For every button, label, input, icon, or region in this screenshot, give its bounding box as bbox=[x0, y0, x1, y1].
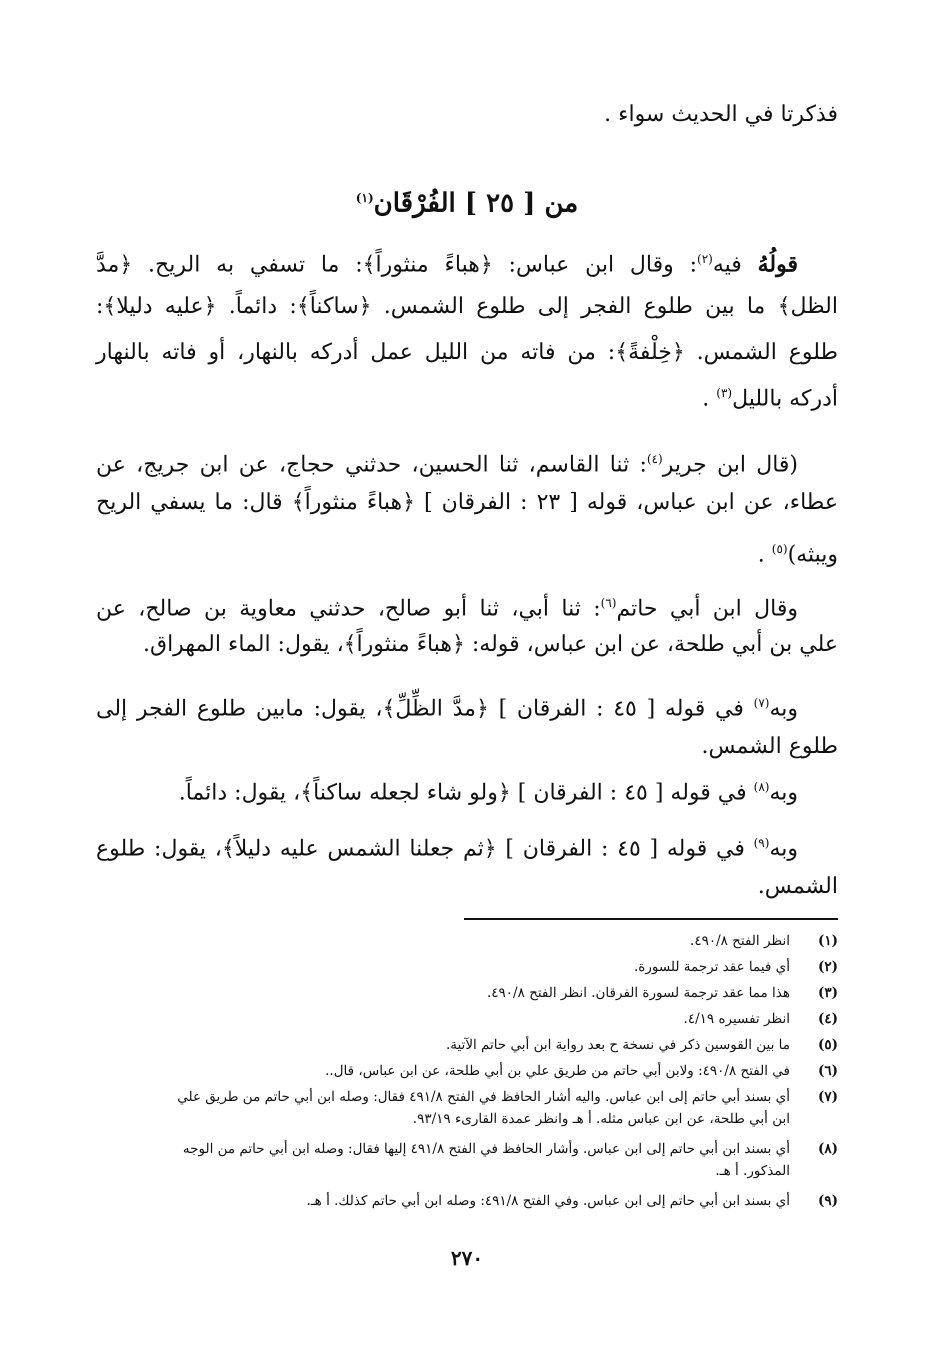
paragraph-line bbox=[96, 772, 838, 808]
footnote-text-continued: المذكور. أ هـ. bbox=[715, 1163, 790, 1179]
footnote-text: أي بسند ابن أبي حاتم إلى ابن عباس. وفي الفتح ٤٩١/٨: وصله ابن أبي حاتم كذلك. أ هـ. bbox=[306, 1193, 790, 1209]
footnote-item bbox=[96, 1190, 838, 1212]
paragraph-line bbox=[96, 828, 838, 864]
text-span: وبه bbox=[769, 696, 798, 722]
paragraph-line: علي بن أبي طلحة، عن ابن عباس، قوله: ﴿هباءً منثوراً﴾، يقول: الماء المهراق. bbox=[143, 632, 838, 657]
paragraph-line bbox=[96, 444, 838, 480]
text-span: فيه bbox=[712, 252, 742, 278]
footnote-text: أي بسند ابن أبي حاتم إلى ابن عباس. وأشار الحافظ في الفتح ٤٩١/٨ إليها فقال: وصله ابن أبي حاتم من الوجه bbox=[182, 1141, 790, 1157]
footnote-text: انظر تفسيره ٤/١٩. bbox=[683, 1011, 790, 1027]
text-span: في قوله [ ٤٥ : الفرقان ] ﴿ولو شاء لجعله ساكناً﴾، يقول: دائماً. bbox=[178, 780, 754, 806]
text-span: : ثنا أبي، ثنا أبو صالح، حدثني معاوية بن صالح، عن bbox=[96, 596, 601, 622]
footnote-number: (٧) bbox=[817, 1089, 838, 1105]
footnote-text: أي فيما عقد ترجمة للسورة. bbox=[634, 959, 790, 975]
text-span: . bbox=[757, 542, 772, 568]
page-number: ٢٧٠ bbox=[450, 1246, 484, 1270]
text-span: في قوله [ ٤٥ : الفرقان ] ﴿ثم جعلنا الشمس عليه دليلاً﴾، يقول: طلوع bbox=[96, 836, 754, 862]
surah-heading bbox=[96, 180, 838, 222]
footnote-text: في الفتح ٤٩٠/٨: ولابن أبي حاتم من طريق علي بن أبي طلحة، عن ابن عباس، قال.. bbox=[325, 1063, 790, 1079]
footnote-ref: (٢) bbox=[697, 252, 713, 266]
text-span: (قال ابن جرير bbox=[662, 452, 798, 478]
footnote-text-continued: ابن أبي طلحة، عن ابن عباس مثله. أ هـ وانظر عمدة القارىء ٩٣/١٩. bbox=[412, 1111, 790, 1127]
footnote-number: (١) bbox=[817, 933, 838, 949]
text-span: وبه bbox=[769, 780, 798, 806]
footnote-text: أي بسند أبي حاتم إلى ابن عباس. واليه أشار الحافظ في الفتح ٤٩١/٨ فقال: وصله ابن أبي حاتم من طريق علي bbox=[177, 1089, 790, 1105]
footnote-ref: (٧) bbox=[753, 696, 770, 710]
footnote-ref: (٨) bbox=[753, 780, 770, 794]
footnote-item bbox=[96, 1008, 838, 1030]
footnote-item bbox=[96, 956, 838, 978]
footnote-item bbox=[96, 930, 838, 952]
paragraph-line bbox=[96, 688, 838, 724]
heading-footnote-ref: (١) bbox=[355, 191, 374, 205]
footnote-number: (٢) bbox=[817, 959, 838, 975]
paragraph-line: الظل﴾ ما بين طلوع الفجر إلى طلوع الشمس. ﴿ساكناً﴾: دائماً. ﴿عليه دليلا﴾: bbox=[96, 294, 838, 319]
footnote-ref: (٩) bbox=[753, 836, 770, 850]
footnote-item bbox=[96, 982, 838, 1004]
footnote-text: هذا مما عقد ترجمة لسورة الفرقان. انظر الفتح ٤٩٠/٨. bbox=[486, 985, 790, 1001]
footnote-item bbox=[96, 1138, 838, 1182]
bold-lead: قولُهُ bbox=[757, 251, 798, 278]
footnote-number: (٤) bbox=[817, 1011, 838, 1027]
footnote-ref: (٥) bbox=[771, 542, 788, 556]
footnote-item bbox=[96, 1034, 838, 1056]
footnote-number: (٥) bbox=[817, 1037, 838, 1053]
paragraph-line: عطاء، عن ابن عباس، قوله [ ٢٣ : الفرقان ] ﴿هباءً منثوراً﴾ قال: ما يسفي الريح bbox=[96, 490, 838, 515]
book-page bbox=[96, 0, 838, 1370]
footnote-ref: (٦) bbox=[600, 596, 617, 610]
text-span: : ثنا القاسم، ثنا الحسين، حدثني حجاج، عن ابن جريج، عن bbox=[96, 452, 647, 478]
footnote-item bbox=[96, 1086, 838, 1130]
text-span: أدركه بالليل bbox=[732, 386, 838, 412]
text-span: . bbox=[702, 386, 717, 412]
footnote-number: (٩) bbox=[817, 1193, 838, 1209]
footnote-number: (٣) bbox=[817, 985, 838, 1001]
footnote-item bbox=[96, 1060, 838, 1082]
text-span: : وقال ابن عباس: ﴿هباءً منثوراً﴾: ما تسفي به الريح. ﴿مدَّ bbox=[96, 252, 697, 278]
footnote-ref: (٣) bbox=[716, 386, 733, 400]
surah-heading-text: من [ ٢٥ ] الفُرْقَان bbox=[373, 188, 579, 219]
text-span: ويبثه) bbox=[787, 542, 838, 568]
continuation-line: فذكرتا في الحديث سواء . bbox=[604, 102, 838, 127]
text-span: وقال ابن أبي حاتم bbox=[616, 596, 798, 622]
footnote-ref: (٤) bbox=[646, 452, 663, 466]
footnote-text: ما بين القوسين ذكر في نسخة ح بعد رواية ابن أبي حاتم الآتية. bbox=[445, 1037, 790, 1053]
text-span: في قوله [ ٤٥ : الفرقان ] ﴿مدَّ الظِّلِّ﴾، يقول: مابين طلوع الفجر إلى bbox=[96, 696, 754, 722]
paragraph-line: طلوع الشمس. ﴿خِلْفةً﴾: من فاته من الليل عمل أدركه بالنهار، أو فاته بالنهار bbox=[96, 340, 838, 365]
footnote-number: (٨) bbox=[817, 1141, 838, 1157]
paragraph-line bbox=[96, 534, 838, 570]
paragraph-line: طلوع الشمس. bbox=[701, 734, 838, 759]
paragraph-line bbox=[96, 378, 838, 414]
footnote-separator bbox=[464, 918, 838, 920]
footnote-number: (٦) bbox=[817, 1063, 838, 1079]
text-span: وبه bbox=[769, 836, 798, 862]
paragraph-line: الشمس. bbox=[757, 874, 838, 899]
footnote-text: انظر الفتح ٤٩٠/٨. bbox=[690, 933, 790, 949]
paragraph-line bbox=[96, 244, 838, 280]
paragraph-line bbox=[96, 588, 838, 624]
